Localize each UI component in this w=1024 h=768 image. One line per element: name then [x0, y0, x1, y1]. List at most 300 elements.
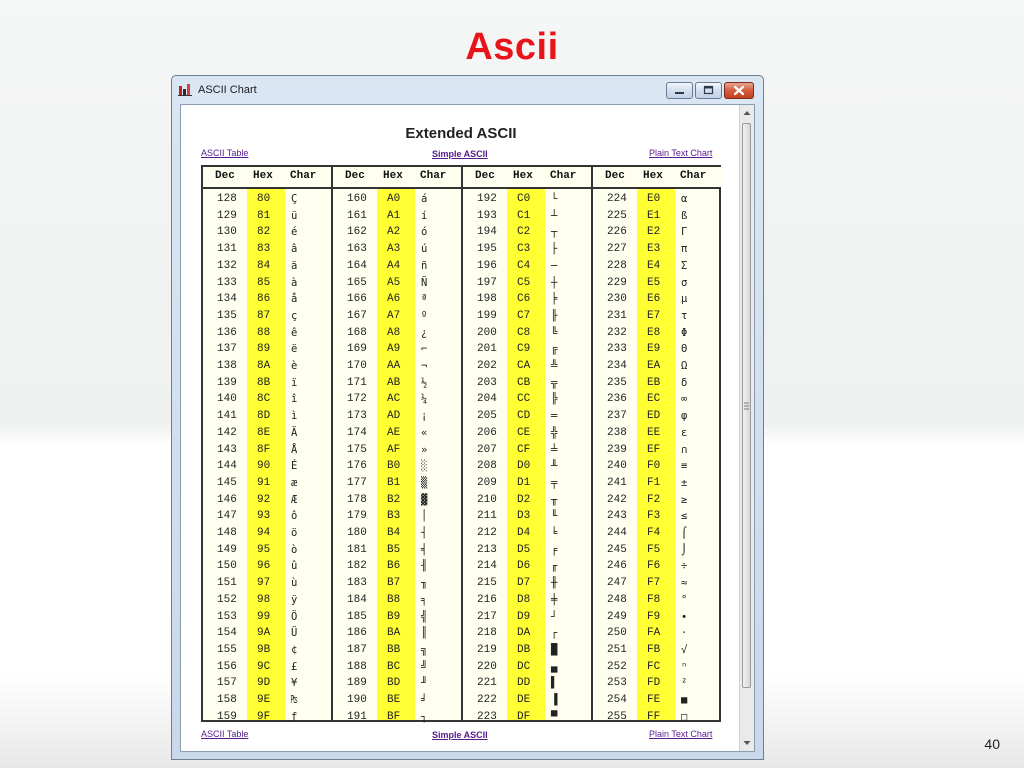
cell-char: ¡: [421, 410, 428, 423]
cell-dec: 240: [607, 460, 627, 473]
cell-char: µ: [681, 293, 688, 306]
cell-hex: 8A: [257, 360, 271, 372]
cell-char: ≥: [681, 493, 688, 506]
table-row: [463, 575, 591, 592]
cell-dec: 217: [477, 610, 497, 623]
cell-char: φ: [681, 410, 688, 423]
cell-char: τ: [681, 309, 688, 322]
cell-dec: 190: [347, 694, 367, 706]
cell-hex: CB: [517, 376, 531, 389]
cell-hex: F9: [647, 610, 661, 623]
simple-ascii-link-top[interactable]: Simple ASCII: [432, 149, 488, 159]
cell-hex: FC: [647, 660, 661, 673]
cell-hex: BD: [387, 677, 401, 690]
cell-hex: EA: [647, 360, 661, 372]
cell-dec: 207: [477, 443, 497, 456]
cell-char: í: [421, 209, 428, 222]
cell-char: ë: [291, 343, 298, 356]
window-titlebar[interactable]: [172, 76, 763, 102]
ascii-chart-window: [171, 75, 764, 760]
table-row: [203, 542, 331, 559]
cell-hex: B8: [387, 593, 401, 606]
cell-char: ╤: [551, 476, 558, 489]
cell-char: Γ: [681, 226, 688, 239]
cell-char: ε: [681, 426, 688, 439]
cell-char: ╖: [421, 577, 428, 590]
cell-dec: 128: [217, 193, 237, 205]
minimize-icon: [667, 83, 692, 98]
cell-char: ╛: [421, 694, 428, 706]
cell-dec: 146: [217, 493, 237, 506]
cell-char: ┼: [551, 276, 558, 289]
plain-text-chart-link-bottom[interactable]: Plain Text Chart: [649, 729, 713, 739]
cell-char: à: [291, 276, 298, 289]
cell-hex: 94: [257, 527, 271, 539]
cell-dec: 134: [217, 293, 237, 306]
table-row: [593, 191, 721, 208]
cell-hex: 86: [257, 293, 271, 306]
cell-dec: 204: [477, 393, 497, 406]
cell-dec: 151: [217, 577, 237, 590]
cell-char: â: [291, 243, 298, 256]
cell-char: └: [551, 193, 558, 205]
scrollbar-thumb[interactable]: [742, 123, 751, 688]
cell-char: É: [291, 460, 298, 473]
cell-char: Ω: [681, 360, 688, 372]
cell-hex: 8D: [257, 410, 271, 423]
cell-hex: 96: [257, 560, 271, 573]
cell-hex: C3: [517, 243, 531, 256]
cell-hex: 98: [257, 593, 271, 606]
table-row: [203, 442, 331, 459]
table-row: [593, 558, 721, 575]
cell-dec: 220: [477, 660, 497, 673]
slide-number: 40: [984, 736, 1000, 752]
table-row: [593, 258, 721, 275]
cell-dec: 233: [607, 343, 627, 356]
cell-char: ∩: [681, 443, 688, 456]
table-row: [203, 492, 331, 509]
cell-hex: EE: [647, 426, 661, 439]
table-row: [333, 609, 461, 626]
table-row: [463, 208, 591, 225]
table-row: [593, 358, 721, 375]
cell-char: ╦: [551, 376, 558, 389]
cell-dec: 255: [607, 710, 627, 723]
cell-dec: 180: [347, 527, 367, 539]
table-row: [333, 425, 461, 442]
cell-hex: 80: [257, 193, 271, 205]
table-row: [203, 391, 331, 408]
cell-hex: FB: [647, 643, 661, 656]
table-row: [203, 675, 331, 692]
cell-hex: AB: [387, 376, 401, 389]
cell-hex: C6: [517, 293, 531, 306]
cell-char: ▀: [551, 710, 558, 723]
table-row: [463, 675, 591, 692]
cell-dec: 166: [347, 293, 367, 306]
cell-dec: 211: [477, 510, 497, 523]
cell-hex: B5: [387, 543, 401, 556]
cell-char: ª: [421, 293, 428, 306]
table-row: [203, 609, 331, 626]
cell-char: ¿: [421, 326, 428, 339]
cell-hex: C7: [517, 309, 531, 322]
cell-hex: E4: [647, 259, 661, 272]
table-row: [593, 475, 721, 492]
cell-hex: A2: [387, 226, 401, 239]
cell-dec: 253: [607, 677, 627, 690]
cell-dec: 208: [477, 460, 497, 473]
slide-title: Ascii: [465, 26, 559, 68]
table-row: [333, 675, 461, 692]
cell-dec: 205: [477, 410, 497, 423]
table-row: [463, 275, 591, 292]
table-row: [593, 508, 721, 525]
cell-dec: 241: [607, 476, 627, 489]
cell-hex: CD: [517, 410, 531, 423]
cell-char: σ: [681, 276, 688, 289]
cell-hex: D1: [517, 476, 531, 489]
cell-char: ╟: [551, 309, 558, 322]
cell-char: ¥: [291, 677, 298, 690]
cell-dec: 210: [477, 493, 497, 506]
cell-dec: 193: [477, 209, 497, 222]
cell-hex: 88: [257, 326, 271, 339]
header-hex: Hex: [383, 170, 403, 182]
cell-hex: F1: [647, 476, 661, 489]
cell-dec: 191: [347, 710, 367, 723]
table-column-group: [593, 167, 723, 723]
cell-dec: 171: [347, 376, 367, 389]
table-row: [203, 692, 331, 709]
cell-hex: F4: [647, 527, 661, 539]
cell-hex: 9F: [257, 710, 271, 723]
simple-ascii-link-bottom[interactable]: Simple ASCII: [432, 730, 488, 740]
table-row: [593, 642, 721, 659]
cell-char: ╪: [551, 593, 558, 606]
cell-hex: E6: [647, 293, 661, 306]
cell-hex: A5: [387, 276, 401, 289]
table-row: [593, 391, 721, 408]
cell-char: ∞: [681, 393, 688, 406]
table-header: [593, 167, 721, 189]
cell-hex: DD: [517, 677, 531, 690]
table-row: [333, 709, 461, 726]
cell-char: Å: [291, 443, 298, 456]
table-row: [203, 291, 331, 308]
cell-dec: 227: [607, 243, 627, 256]
page-heading: Extended ASCII: [405, 125, 517, 142]
cell-dec: 229: [607, 276, 627, 289]
cell-dec: 216: [477, 593, 497, 606]
cell-dec: 242: [607, 493, 627, 506]
cell-dec: 187: [347, 643, 367, 656]
cell-hex: BE: [387, 694, 401, 706]
cell-hex: F6: [647, 560, 661, 573]
table-row: [463, 375, 591, 392]
cell-hex: EF: [647, 443, 661, 456]
cell-char: ╝: [421, 660, 428, 673]
table-row: [463, 358, 591, 375]
table-row: [463, 325, 591, 342]
cell-char: ┌: [551, 627, 558, 640]
table-row: [333, 408, 461, 425]
table-row: [203, 625, 331, 642]
cell-dec: 164: [347, 259, 367, 272]
table-row: [203, 709, 331, 726]
cell-hex: EC: [647, 393, 661, 406]
table-row: [333, 525, 461, 542]
cell-dec: 147: [217, 510, 237, 523]
cell-dec: 225: [607, 209, 627, 222]
cell-hex: A6: [387, 293, 401, 306]
cell-char: ▌: [551, 677, 558, 690]
ascii-table-link-top[interactable]: ASCII Table: [201, 148, 249, 158]
table-row: [463, 709, 591, 726]
cell-char: æ: [291, 476, 298, 489]
cell-dec: 221: [477, 677, 497, 690]
table-row: [593, 425, 721, 442]
close-icon: [725, 83, 753, 98]
table-row: [593, 709, 721, 726]
cell-hex: 83: [257, 243, 271, 256]
cell-char: ┤: [421, 527, 428, 539]
chart-app-icon[interactable]: [178, 82, 192, 96]
cell-hex: C4: [517, 259, 531, 272]
cell-char: ¬: [421, 360, 428, 372]
table-header: [203, 167, 331, 189]
close-button[interactable]: [724, 82, 754, 99]
cell-dec: 179: [347, 510, 367, 523]
cell-char: ¢: [291, 643, 298, 656]
table-row: [593, 609, 721, 626]
cell-char: á: [421, 193, 428, 205]
cell-hex: 97: [257, 577, 271, 590]
cell-hex: BA: [387, 627, 401, 640]
table-row: [463, 659, 591, 676]
cell-char: ½: [421, 376, 428, 389]
cell-hex: DA: [517, 627, 531, 640]
cell-dec: 254: [607, 694, 627, 706]
cell-char: ╕: [421, 593, 428, 606]
table-row: [333, 542, 461, 559]
cell-hex: AC: [387, 393, 401, 406]
table-row: [463, 542, 591, 559]
cell-char: ¼: [421, 393, 428, 406]
scroll-up-arrow-icon[interactable]: [740, 106, 754, 120]
cell-hex: B2: [387, 493, 401, 506]
cell-char: ²: [681, 677, 688, 690]
cell-char: ê: [291, 326, 298, 339]
cell-hex: 99: [257, 610, 271, 623]
cell-char: ╞: [551, 293, 558, 306]
cell-hex: D4: [517, 527, 531, 539]
cell-dec: 157: [217, 677, 237, 690]
maximize-button[interactable]: [695, 82, 722, 99]
cell-dec: 199: [477, 309, 497, 322]
cell-char: ░: [421, 460, 428, 473]
cell-char: █: [551, 643, 558, 656]
table-row: [463, 241, 591, 258]
cell-char: ▄: [551, 660, 558, 673]
table-row: [593, 542, 721, 559]
cell-dec: 209: [477, 476, 497, 489]
cell-hex: ED: [647, 410, 661, 423]
cell-dec: 188: [347, 660, 367, 673]
cell-hex: F0: [647, 460, 661, 473]
cell-char: ≤: [681, 510, 688, 523]
table-row: [463, 642, 591, 659]
table-row: [333, 224, 461, 241]
cell-dec: 175: [347, 443, 367, 456]
cell-dec: 219: [477, 643, 497, 656]
cell-dec: 178: [347, 493, 367, 506]
cell-dec: 243: [607, 510, 627, 523]
cell-char: ╗: [421, 643, 428, 656]
cell-dec: 231: [607, 309, 627, 322]
cell-hex: 82: [257, 226, 271, 239]
cell-char: »: [421, 443, 428, 456]
table-row: [203, 592, 331, 609]
cell-char: Σ: [681, 259, 688, 272]
cell-dec: 155: [217, 643, 237, 656]
table-row: [463, 475, 591, 492]
cell-dec: 237: [607, 410, 627, 423]
cell-hex: CF: [517, 443, 531, 456]
cell-dec: 247: [607, 577, 627, 590]
cell-char: ╣: [421, 610, 428, 623]
cell-char: Θ: [681, 343, 688, 356]
table-row: [203, 308, 331, 325]
minimize-button[interactable]: [666, 82, 693, 99]
cell-hex: F2: [647, 493, 661, 506]
table-row: [203, 258, 331, 275]
cell-char: ·: [681, 627, 688, 640]
cell-dec: 154: [217, 627, 237, 640]
cell-dec: 226: [607, 226, 627, 239]
cell-dec: 162: [347, 226, 367, 239]
cell-char: ╢: [421, 560, 428, 573]
table-row: [463, 458, 591, 475]
table-row: [463, 492, 591, 509]
cell-char: £: [291, 660, 298, 673]
table-row: [333, 475, 461, 492]
table-row: [203, 241, 331, 258]
cell-hex: 9B: [257, 643, 271, 656]
cell-char: √: [681, 643, 688, 656]
cell-dec: 177: [347, 476, 367, 489]
table-row: [593, 224, 721, 241]
cell-hex: 9D: [257, 677, 271, 690]
cell-dec: 143: [217, 443, 237, 456]
cell-hex: CC: [517, 393, 531, 406]
table-row: [333, 308, 461, 325]
cell-char: │: [421, 510, 428, 523]
scroll-down-arrow-icon[interactable]: [740, 736, 754, 750]
cell-dec: 139: [217, 376, 237, 389]
plain-text-chart-link-top[interactable]: Plain Text Chart: [649, 148, 713, 158]
cell-char: ⌠: [681, 527, 688, 539]
grip-icon: [744, 402, 749, 410]
table-row: [463, 191, 591, 208]
table-row: [203, 425, 331, 442]
table-row: [203, 508, 331, 525]
cell-dec: 218: [477, 627, 497, 640]
cell-hex: 95: [257, 543, 271, 556]
cell-char: °: [681, 593, 688, 606]
table-row: [333, 442, 461, 459]
cell-char: Ç: [291, 193, 298, 205]
cell-char: º: [421, 309, 428, 322]
table-row: [463, 442, 591, 459]
cell-dec: 250: [607, 627, 627, 640]
cell-dec: 201: [477, 343, 497, 356]
cell-hex: 8F: [257, 443, 271, 456]
cell-dec: 184: [347, 593, 367, 606]
cell-char: ▐: [551, 694, 558, 706]
cell-dec: 249: [607, 610, 627, 623]
cell-hex: B7: [387, 577, 401, 590]
cell-hex: AF: [387, 443, 401, 456]
cell-char: ■: [681, 694, 688, 706]
table-row: [333, 391, 461, 408]
cell-hex: CE: [517, 426, 531, 439]
cell-dec: 152: [217, 593, 237, 606]
table-row: [463, 525, 591, 542]
cell-dec: 214: [477, 560, 497, 573]
cell-dec: 195: [477, 243, 497, 256]
cell-dec: 145: [217, 476, 237, 489]
cell-char: ñ: [421, 259, 428, 272]
cell-dec: 153: [217, 610, 237, 623]
cell-dec: 133: [217, 276, 237, 289]
ascii-table-link-bottom[interactable]: ASCII Table: [201, 729, 249, 739]
cell-char: ú: [421, 243, 428, 256]
table-row: [593, 241, 721, 258]
cell-hex: E9: [647, 343, 661, 356]
vertical-scrollbar[interactable]: [739, 105, 754, 751]
cell-dec: 158: [217, 694, 237, 706]
cell-char: ▒: [421, 476, 428, 489]
cell-char: ö: [291, 527, 298, 539]
cell-char: î: [291, 393, 298, 406]
table-column-group: [463, 167, 593, 723]
table-row: [463, 508, 591, 525]
table-row: [203, 375, 331, 392]
cell-char: ⌡: [681, 543, 688, 556]
table-row: [463, 625, 591, 642]
cell-dec: 186: [347, 627, 367, 640]
cell-hex: 8C: [257, 393, 271, 406]
cell-char: ü: [291, 209, 298, 222]
table-header: [463, 167, 591, 189]
cell-char: é: [291, 226, 298, 239]
cell-dec: 222: [477, 694, 497, 706]
table-row: [333, 642, 461, 659]
cell-char: ┬: [551, 226, 558, 239]
header-char: Char: [680, 170, 707, 182]
cell-char: Ü: [291, 627, 298, 640]
cell-hex: 84: [257, 259, 271, 272]
cell-hex: FD: [647, 677, 661, 690]
cell-dec: 159: [217, 710, 237, 723]
cell-hex: A1: [387, 209, 401, 222]
cell-hex: F7: [647, 577, 661, 590]
table-row: [593, 525, 721, 542]
table-row: [333, 575, 461, 592]
table-row: [593, 291, 721, 308]
